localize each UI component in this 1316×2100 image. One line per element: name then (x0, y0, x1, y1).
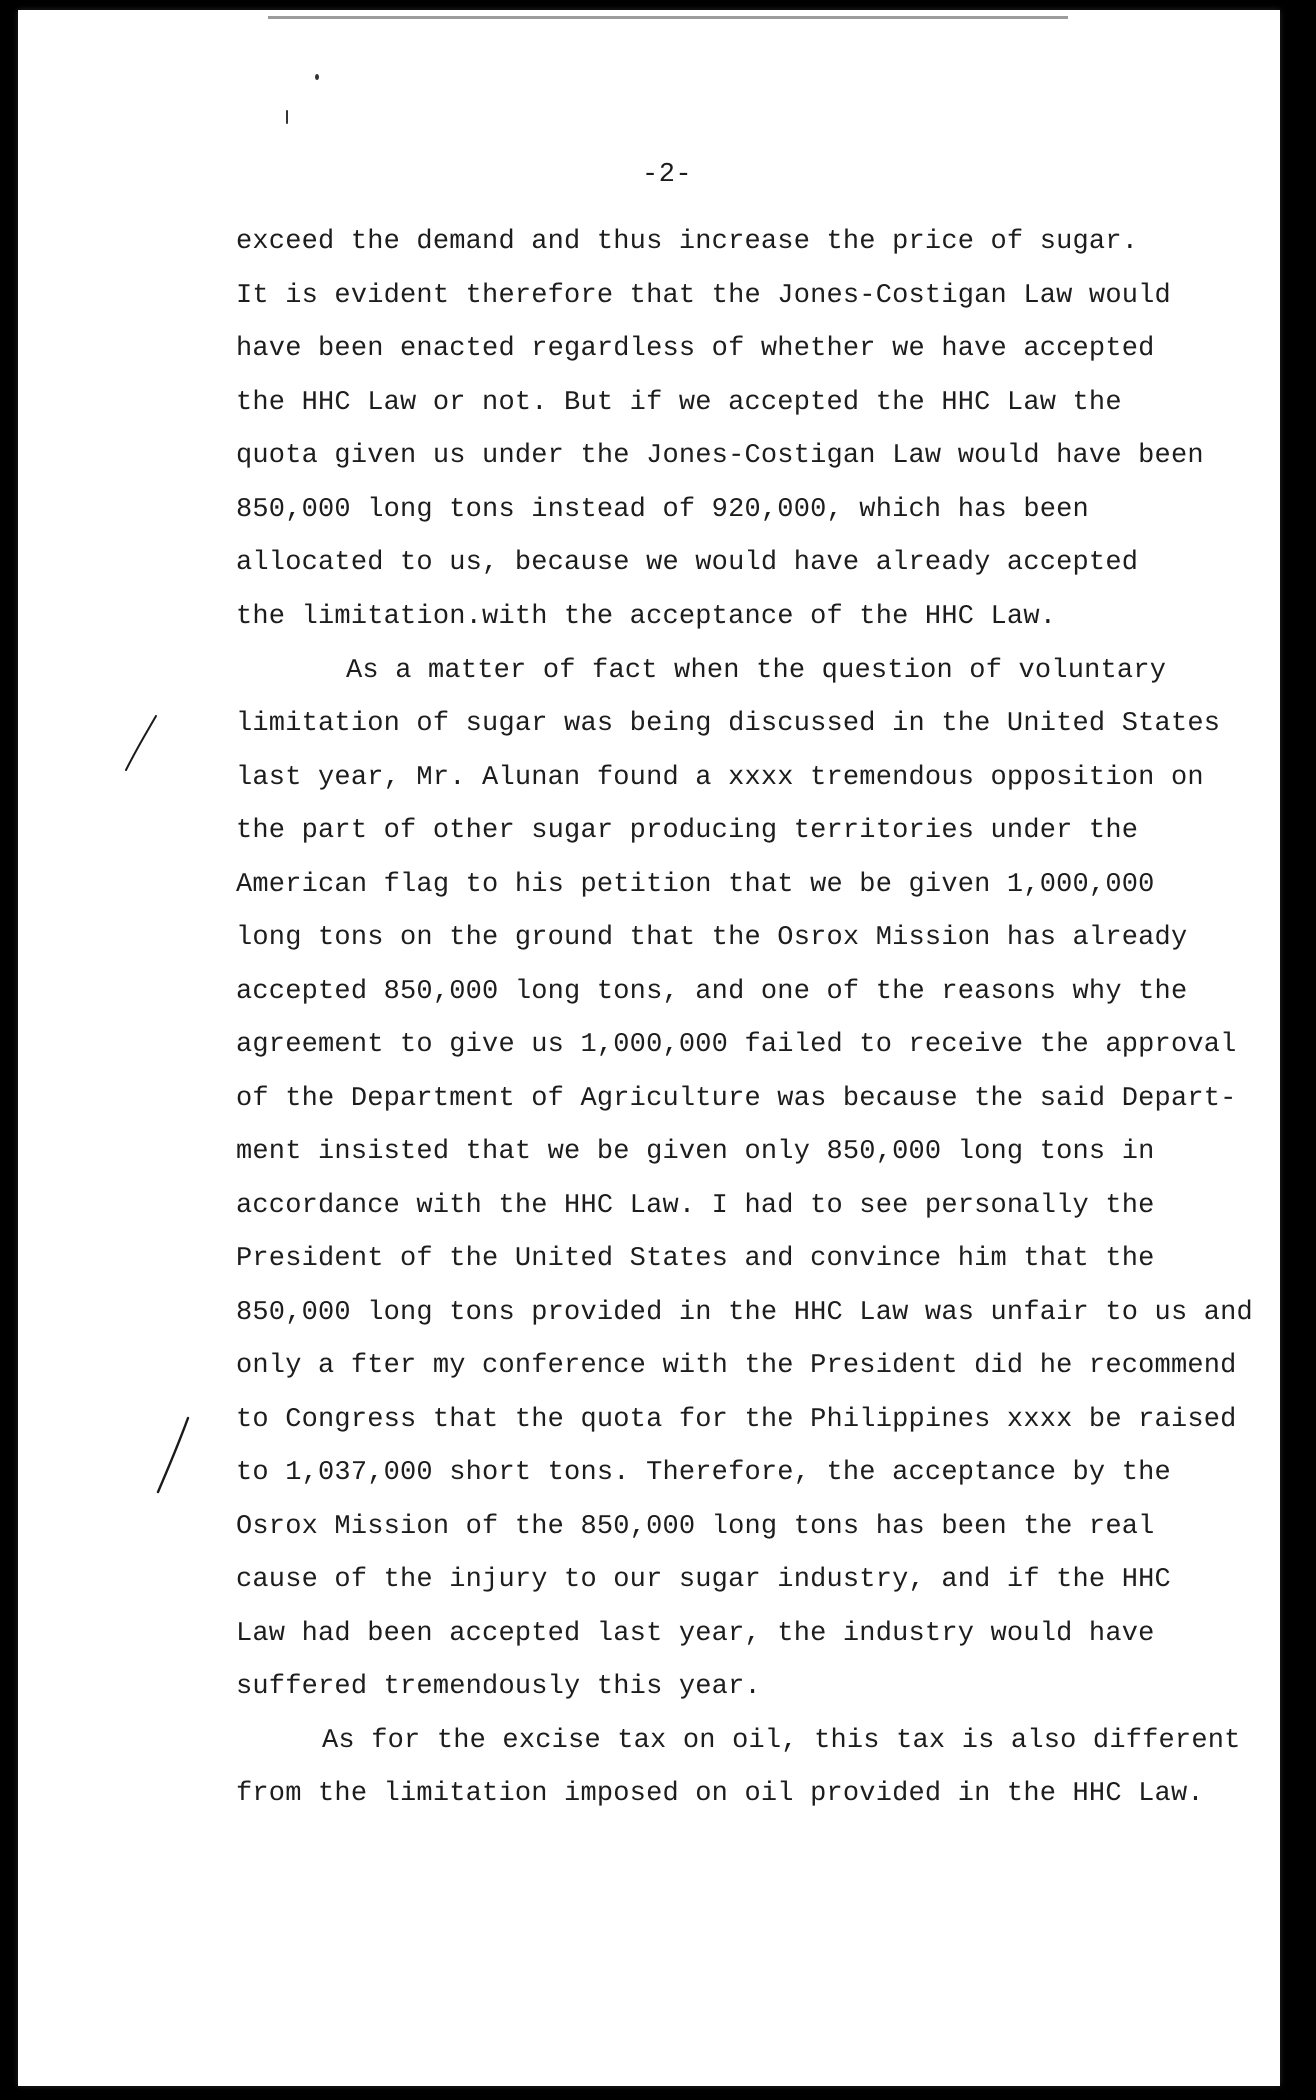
text-line: agreement to give us 1,000,000 failed to receive the approval (236, 1030, 1237, 1060)
text-line: accepted 850,000 long tons, and one of the reasons why the (236, 977, 1188, 1007)
ink-speck (286, 110, 288, 124)
text-line: 850,000 long tons instead of 920,000, which has been (236, 495, 1089, 525)
text-line: American flag to his petition that we be given 1,000,000 (236, 870, 1155, 900)
margin-check-mark (122, 712, 162, 774)
text-line: limitation of sugar was being discussed in the United States (236, 709, 1221, 739)
text-line: to 1,037,000 short tons. Therefore, the acceptance by the (236, 1458, 1171, 1488)
text-line: the part of other sugar producing territories under the (236, 816, 1139, 846)
text-line: to Congress that the quota for the Philippines xxxx be raised (236, 1405, 1237, 1435)
text-line: long tons on the ground that the Osrox Mission has already (236, 923, 1188, 953)
text-line: President of the United States and convince him that the (236, 1244, 1155, 1274)
ink-speck (315, 74, 319, 80)
text-line: As for the excise tax on oil, this tax is also different (322, 1726, 1241, 1756)
text-line: of the Department of Agriculture was because the said Depart- (236, 1084, 1237, 1114)
text-line: Law had been accepted last year, the industry would have (236, 1619, 1155, 1649)
text-line: have been enacted regardless of whether we have accepted (236, 334, 1155, 364)
text-line: from the limitation imposed on oil provided in the HHC Law. (236, 1779, 1204, 1809)
text-line: only a fter my conference with the President did he recommend (236, 1351, 1237, 1381)
text-line: suffered tremendously this year. (236, 1672, 761, 1702)
text-line: 850,000 long tons provided in the HHC Law was unfair to us and (236, 1298, 1253, 1328)
text-line: cause of the injury to our sugar industry, and if the HHC (236, 1565, 1171, 1595)
top-edge-rule (268, 16, 1068, 19)
text-line: ment insisted that we be given only 850,000 long tons in (236, 1137, 1155, 1167)
text-line: the limitation.with the acceptance of the HHC Law. (236, 602, 1057, 632)
text-line: It is evident therefore that the Jones-Costigan Law would (236, 281, 1171, 311)
text-line: the HHC Law or not. But if we accepted the HHC Law the (236, 388, 1122, 418)
text-line: exceed the demand and thus increase the price of sugar. (236, 227, 1139, 257)
text-line: quota given us under the Jones-Costigan Law would have been (236, 441, 1204, 471)
margin-check-mark (154, 1414, 194, 1496)
text-line: allocated to us, because we would have already accepted (236, 548, 1139, 578)
text-line: As a matter of fact when the question of voluntary (346, 656, 1167, 686)
text-line: last year, Mr. Alunan found a xxxx tremendous opposition on (236, 763, 1204, 793)
page-number: -2- (642, 160, 693, 190)
document-page (18, 10, 1280, 2086)
text-line: accordance with the HHC Law. I had to see personally the (236, 1191, 1155, 1221)
text-line: Osrox Mission of the 850,000 long tons has been the real (236, 1512, 1155, 1542)
